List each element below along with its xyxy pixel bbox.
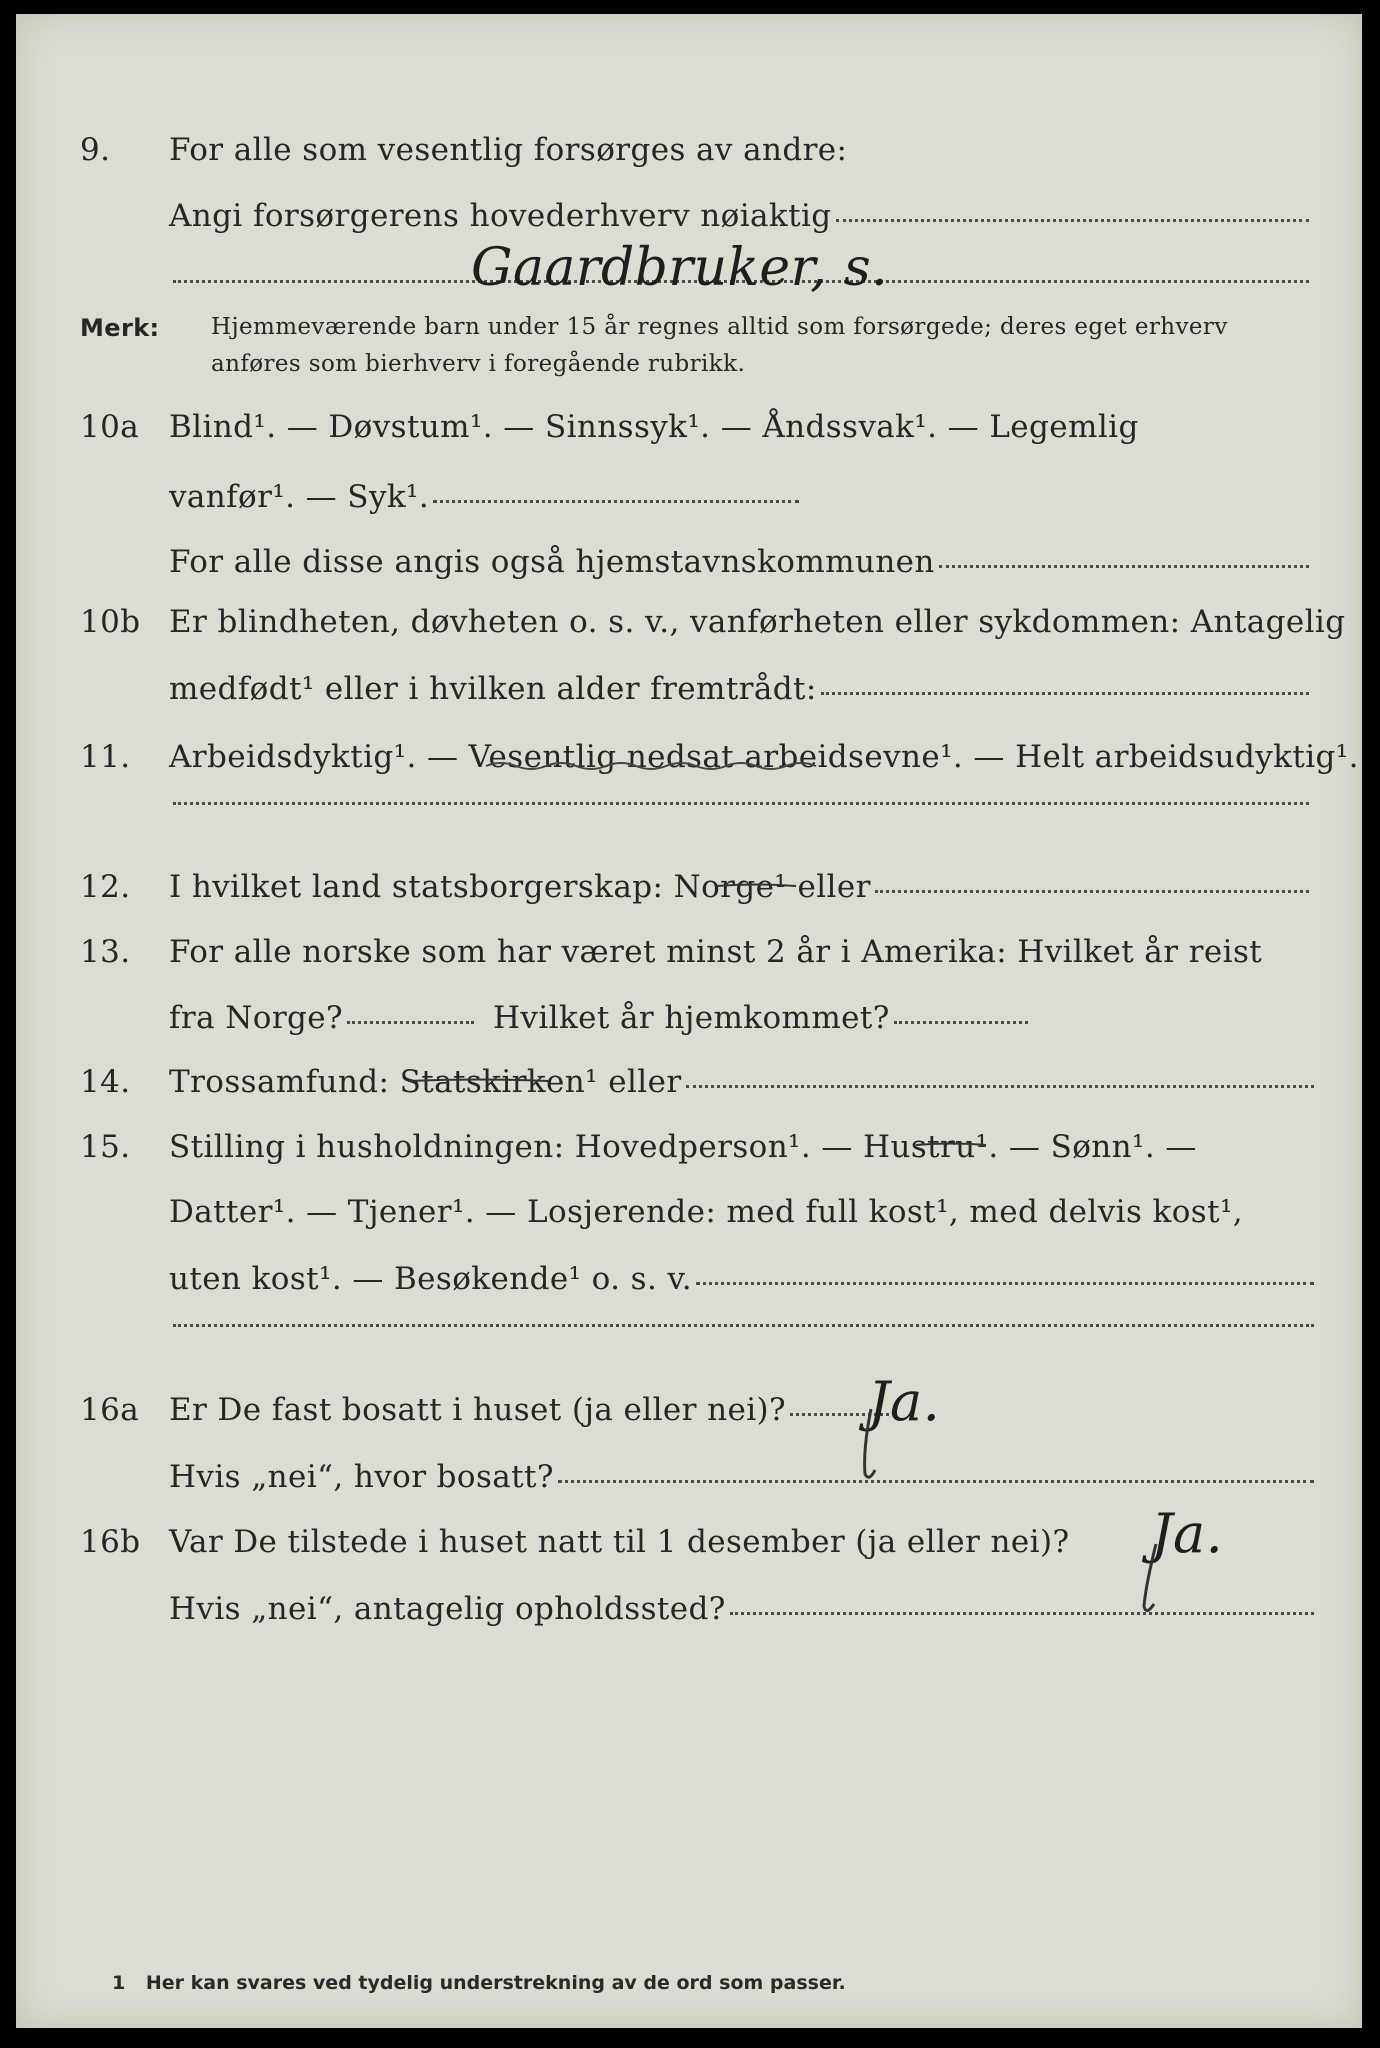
q10a-dotted-line-2	[939, 563, 1309, 568]
q14-dotted-line	[686, 1083, 1314, 1088]
q9-text2: Angi forsørgerens hovederhverv nøiaktig	[169, 198, 832, 234]
merk-label: Merk:	[80, 314, 160, 342]
q16b-text2: Hvis „nei“, antagelig opholdssted?	[169, 1591, 726, 1627]
q15-text: Stilling i husholdningen: Hovedperson¹. — Hustru¹. — Sønn¹. —	[169, 1129, 1197, 1165]
q9-text: For alle som vesentlig forsørges av andre:	[169, 132, 848, 168]
q16b-text: Var De tilstede i huset natt til 1 desember (ja eller nei)?	[169, 1524, 1070, 1560]
q10a-dotted-line	[433, 498, 799, 503]
q10a-text: Blind¹. — Døvstum¹. — Sinnssyk¹. — Åndssvak¹. — Legemlig	[169, 409, 1139, 445]
q16b-dotted-line	[730, 1610, 1314, 1615]
q13-text2b: Hvilket år hjemkommet?	[493, 1000, 890, 1036]
q15-dotted-line	[696, 1280, 1314, 1285]
q13-dotted-line-b	[894, 1019, 1028, 1024]
footnote-mark: 1	[112, 1972, 126, 1994]
q10a-text3: For alle disse angis også hjemstavnskommunen	[169, 544, 935, 580]
q13-text: For alle norske som har været minst 2 år i Amerika: Hvilket år reist	[169, 934, 1263, 970]
merk-line2: anføres som bierhverv i foregående rubrikk.	[211, 351, 746, 377]
q14-number: 14.	[80, 1064, 131, 1100]
q16a-handwritten-answer: Ja.	[868, 1370, 941, 1433]
footnote-text: Her kan svares ved tydelig understrekning av de ord som passer.	[145, 1972, 846, 1994]
q15-text2: Datter¹. — Tjener¹. — Losjerende: med full kost¹, med delvis kost¹,	[169, 1194, 1244, 1230]
q10b-number: 10b	[80, 604, 141, 640]
q14-text: Trossamfund: Statskirken¹ eller	[169, 1064, 682, 1100]
q9-number: 9.	[80, 132, 111, 168]
q12-text: I hvilket land statsborgerskap: Norge¹ eller	[169, 869, 871, 905]
q9-dotted-line	[836, 217, 1309, 222]
q9-handwritten-answer: Gaardbruker, s.	[471, 238, 889, 298]
q15-text3: uten kost¹. — Besøkende¹ o. s. v.	[169, 1261, 692, 1297]
q15-number: 15.	[80, 1129, 131, 1165]
q10b-text: Er blindheten, døvheten o. s. v., vanførheten eller sykdommen: Antagelig	[169, 604, 1346, 640]
q11-text: Arbeidsdyktig¹. — Vesentlig nedsat arbeidsevne¹. — Helt arbeidsudyktig¹.	[169, 739, 1359, 775]
q12-number: 12.	[80, 869, 131, 905]
q16b-number: 16b	[80, 1524, 141, 1560]
q10b-text2: medfødt¹ eller i hvilken alder fremtrådt:	[169, 671, 817, 707]
q11-dotted-line	[173, 800, 1309, 805]
q16a-number: 16a	[80, 1392, 140, 1428]
q16a-dotted-line-2	[558, 1478, 1314, 1483]
q16b-handwritten-answer: Ja.	[1151, 1502, 1224, 1565]
q10b-dotted-line	[821, 690, 1309, 695]
q12-dotted-line	[875, 888, 1309, 893]
q13-text2a: fra Norge?	[169, 1000, 344, 1036]
q15-dotted-line-2	[173, 1322, 1314, 1327]
q13-dotted-line-a	[347, 1019, 474, 1024]
merk-line1: Hjemmeværende barn under 15 år regnes alltid som forsørgede; deres eget erhverv	[211, 314, 1228, 340]
q10a-text2: vanfør¹. — Syk¹.	[169, 479, 430, 515]
q13-number: 13.	[80, 934, 131, 970]
q11-number: 11.	[80, 739, 131, 775]
q16a-text: Er De fast bosatt i huset (ja eller nei)?	[169, 1392, 787, 1428]
q16a-text2: Hvis „nei“, hvor bosatt?	[169, 1459, 554, 1495]
census-form-page	[16, 14, 1362, 2028]
footnote	[112, 1972, 846, 1994]
q10a-number: 10a	[80, 409, 140, 445]
